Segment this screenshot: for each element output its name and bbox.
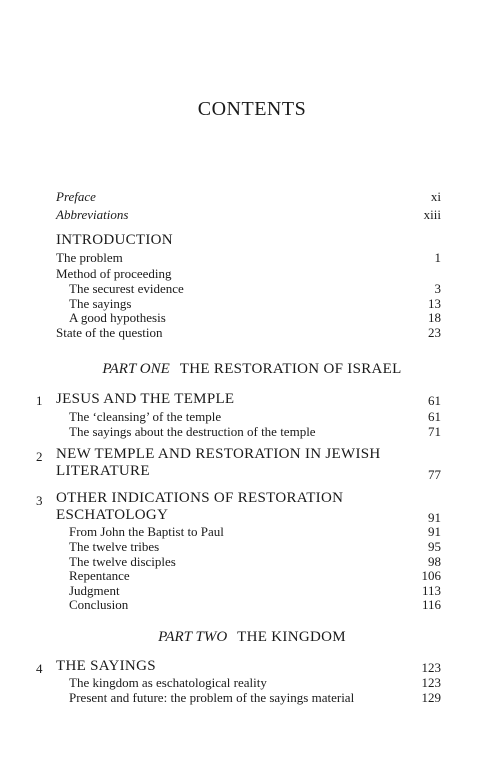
toc-page-number: 91: [428, 524, 441, 539]
toc-entry-label: Judgment: [69, 583, 120, 598]
toc-entry-label: The ‘cleansing’ of the temple: [69, 409, 222, 424]
chapter-number: 2: [36, 449, 43, 464]
toc-page-number: 123: [421, 675, 441, 690]
chapter-number: 4: [36, 661, 43, 676]
toc-entry-label: From John the Baptist to Paul: [69, 524, 224, 539]
toc-page-number: 61: [428, 393, 441, 408]
chapter-title: LITERATURE: [56, 463, 150, 479]
toc-entry-label: The twelve disciples: [69, 554, 176, 569]
page-title: CONTENTS: [197, 98, 307, 120]
toc-entry-label: Repentance: [69, 568, 130, 583]
toc-entry-label: The kingdom as eschatological reality: [69, 675, 267, 690]
toc-entry-label: The securest evidence: [69, 281, 184, 296]
toc-page-number: 91: [428, 510, 441, 525]
toc-page-number: 106: [421, 568, 441, 583]
chapter-title: JESUS AND THE TEMPLE: [56, 391, 235, 407]
toc-page-number: 23: [428, 325, 441, 340]
chapter-title: ESCHATOLOGY: [56, 507, 169, 523]
toc-entry-label: The sayings about the destruction of the temple: [69, 424, 316, 439]
part-one-heading[interactable]: [0, 362, 504, 377]
chapter-title: OTHER INDICATIONS OF RESTORATION: [56, 490, 344, 506]
toc-page-number: xiii: [423, 207, 441, 222]
chapter-title: THE SAYINGS: [56, 658, 156, 674]
toc-page-number: 95: [428, 539, 441, 554]
chapter-number: 1: [36, 393, 43, 408]
toc-page-number: 18: [428, 310, 441, 325]
toc-page-number: 129: [421, 690, 441, 705]
toc-entry-label: The sayings: [69, 296, 132, 311]
toc-page-number: 61: [428, 409, 441, 424]
toc-entry-label: Method of proceeding: [56, 266, 172, 281]
part-label: PART TWO: [158, 629, 228, 645]
toc-page-number: 77: [428, 467, 441, 482]
toc-page-number: 116: [421, 597, 441, 612]
toc-entry-label: Preface: [56, 189, 96, 204]
toc-entry-label: Present and future: the problem of the sayings material: [69, 690, 355, 705]
toc-entry-label: State of the question: [56, 325, 163, 340]
toc-entry-label: The twelve tribes: [69, 539, 160, 554]
toc-entry-label: Conclusion: [69, 597, 129, 612]
part-name: THE RESTORATION OF ISRAEL: [179, 361, 402, 377]
toc-page-number: 113: [421, 583, 441, 598]
toc-page-number: 71: [428, 424, 441, 439]
part-two-heading[interactable]: [0, 630, 504, 645]
toc-page-number: 98: [428, 554, 441, 569]
toc-page-number: 13: [428, 296, 441, 311]
toc-section-title: INTRODUCTION: [56, 232, 173, 248]
part-label: PART ONE: [102, 361, 170, 377]
chapter-title: NEW TEMPLE AND RESTORATION IN JEWISH: [56, 446, 381, 462]
part-name: THE KINGDOM: [237, 629, 346, 645]
toc-page-number: 1: [434, 250, 441, 265]
toc-page-number: 123: [421, 660, 441, 675]
toc-entry-label: Abbreviations: [56, 207, 129, 222]
chapter-number: 3: [36, 493, 43, 508]
toc-entry-label: The problem: [56, 250, 123, 265]
toc-entry-label: A good hypothesis: [69, 310, 166, 325]
toc-page-number: xi: [430, 189, 441, 204]
toc-page-number: 3: [434, 281, 441, 296]
